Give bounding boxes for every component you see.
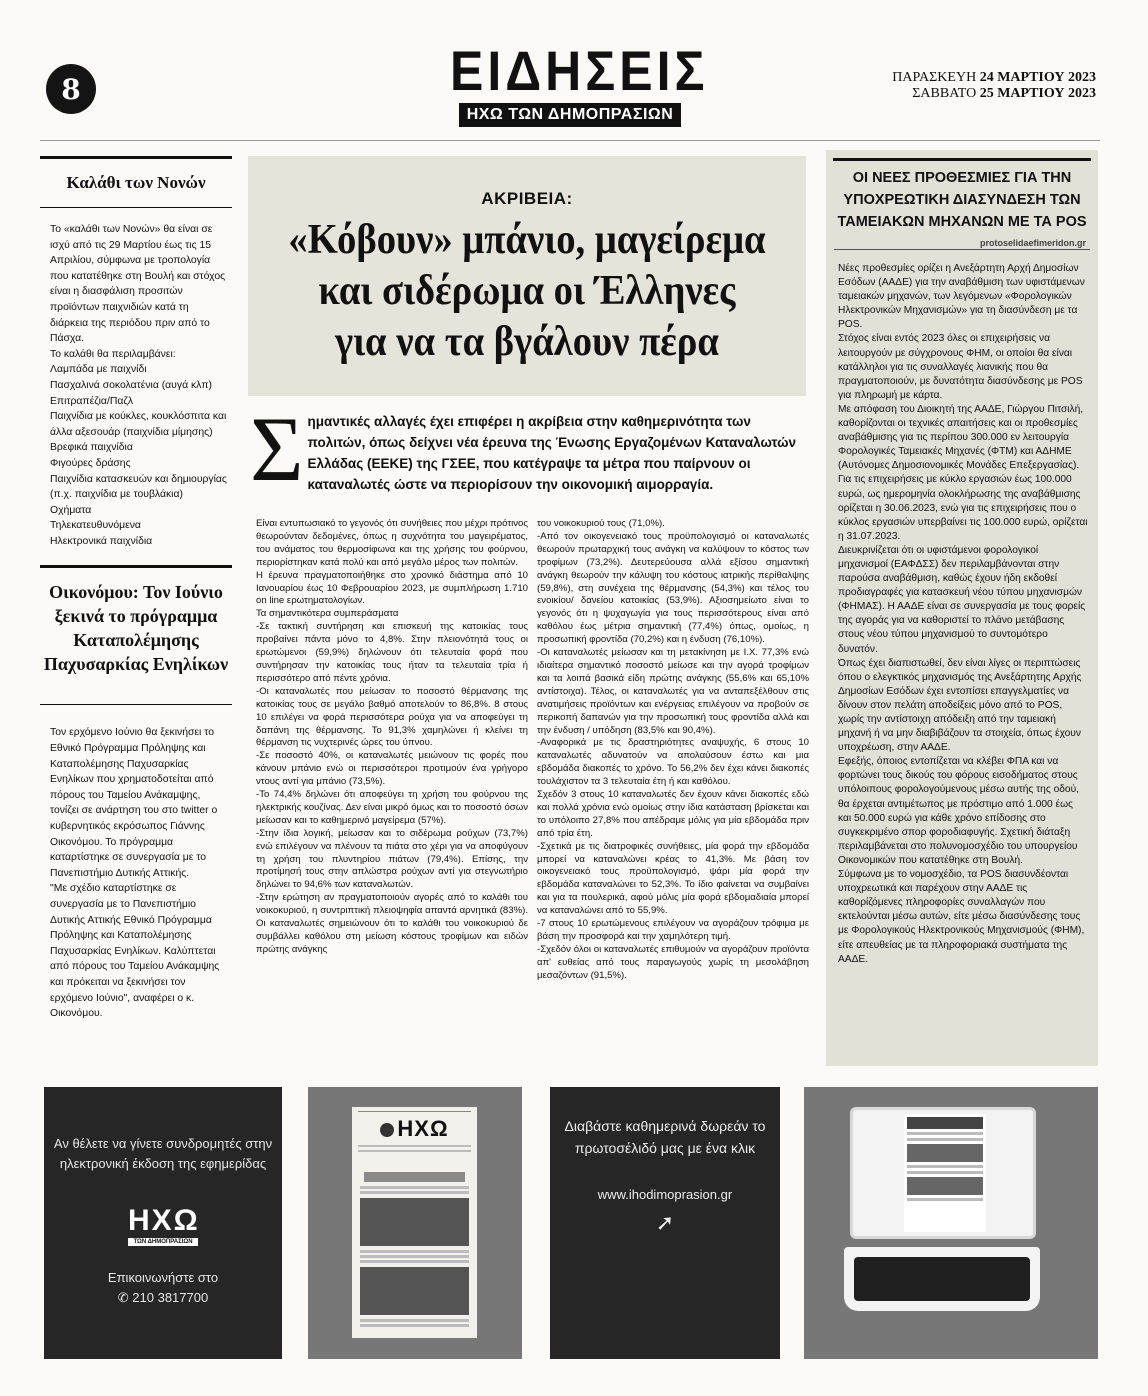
paper-rule xyxy=(358,1145,471,1147)
oikonomou-title: Οικονόμου: Τον Ιούνιο ξεκινά το πρόγραμμα Καταπολέμησης Παχυσαρκίας Ενηλίκων xyxy=(40,565,232,705)
article-paragraph: Σχεδόν 3 στους 10 καταναλωτές δεν έχουν κάνει διακοπές εδώ και πολλά χρόνια ενώ ομοίως στην ίδια κατάσταση βρίσκεται και το υπόλοιπο 27,8% που απέδραμε μόλις για μία εβδομάδα πριν από τρία έτη. xyxy=(537,789,809,839)
right-paragraph: Διευκρινίζεται ότι οι υφιστάμενοι φορολογικοί μηχανισμοί (ΕΑΦΔΣΣ) δεν περιλαμβάνονται στην παρούσα αναβάθμιση, καθώς έχουν ήδη εκδοθεί προδιαγραφές για κατασκευή νέου τύπου μηχανισμών (ΦΗΜΑΣ). Η ΑΑΔΕ είναι σε συνεργασία με τους φορείς της αγοράς για να καθοριστεί το πλάνο μετάβασης στους νέου τύπου μηχανισμού το συντομότερο δυνατόν. xyxy=(838,544,1086,655)
subscribe-text: Αν θέλετε να γίνετε συνδρομητές στην ηλεκτρονική έκδοση της εφημερίδας xyxy=(53,1136,273,1171)
section-title: ΕΙΔΗΣΕΙΣ xyxy=(450,39,709,103)
article-paragraph: -Στην ερώτηση αν πραγματοποιούν αγορές από το καλάθι του νοικοκυριού, η συντριπτική πλειοψηφία απαντά αρνητικά (83%). Οι καταναλωτές σημειώνουν ότι το καλάθι του νοικοκυριού δε συμβάλλει καθόλου στη μείωση κόστους τροφίμων και ειδών πρώτης ανάγκης xyxy=(256,892,528,955)
paper-text-line xyxy=(360,1324,469,1327)
article-paragraph: του νοικοκυριού τους (71,0%). xyxy=(537,518,665,529)
article-paragraph: -Στην ίδια λογική, μείωσαν και το σιδέρωμα ρούχων (73,7%) ενώ επιλέγουν να πλένουν τα πιάτα στο χέρι για να αποφύγουν τη χρήση του πλυντηρίου πιάτων (79,4%). Επίσης, την προτίμησή τους στην απλώστρα ρούχων αντί για στεγνωτήριο δηλώνει το 94,6% των καταναλωτών. xyxy=(256,827,528,891)
paper-rule xyxy=(358,1150,471,1152)
article-paragraph: -Το 74,4% δηλώνει ότι αποφεύγει τη χρήση του φούρνου της ηλεκτρικής κουζίνας. Δεν είναι μικρό όμως και το ποσοστό όσων μείωσαν και το καθημερινό μαγείρεμα (57%). xyxy=(256,789,528,826)
paper-badge-icon xyxy=(380,1123,394,1137)
screen-photo xyxy=(907,1177,983,1195)
read-online-text: Διαβάστε καθημερινά δωρεάν το πρωτοσέλιδό μας με ένα κλικ xyxy=(564,1118,766,1156)
website-link[interactable]: www.ihodimoprasion.gr xyxy=(597,1187,733,1202)
right-paragraph: Νέες προθεσμίες ορίζει η Ανεξάρτητη Αρχή Δημοσίων Εσόδων (ΑΑΔΕ) για την αναβάθμιση των υφιστάμενων ταμειακών μηχανών, των λεγόμενων «Φορολογικών Ηλεκτρονικών Μηχανισμών» για τη διασύνδεση με τα POS. xyxy=(838,263,1085,331)
right-paragraph: Στόχος είναι εντός 2023 όλες οι επιχειρήσεις να λειτουργούν με σύγχρονους ΦΗΜ, οι οποίοι θα είναι κατάλληλοι για τις συναλλαγές λιανικής που θα πραγματοποιούν, με δυνατότητα διασύνδεσης με POS για πληρωμή με κάρτα. xyxy=(838,333,1083,401)
right-paragraph: Για τις επιχειρήσεις με κύκλο εργασιών έως 100.000 ευρώ, ως ημερομηνία ολοκλήρωσης της αναβάθμισης ορίζεται η 30.06.2023, ενώ για τις επιχειρήσεις που ο κύκλος εργασιών υπερβαίνει τις 100.000 ευρώ, ορίζεται η 31.07.2023. xyxy=(838,474,1088,542)
paper-photo xyxy=(360,1267,469,1315)
paper-text-line xyxy=(360,1250,469,1253)
paper-headline-block xyxy=(364,1172,465,1182)
screen-text-line xyxy=(907,1165,983,1168)
drop-cap: Σ xyxy=(250,398,304,500)
right-column xyxy=(826,150,1098,1066)
kalathi-item: Τηλεκατευθυνόμενα xyxy=(50,520,141,532)
date-2: 25 ΜΑΡΤΙΟΥ 2023 xyxy=(979,86,1096,101)
kalathi-title: Καλάθι των Νονών xyxy=(40,156,232,208)
kalathi-paragraph: Το «καλάθι των Νονών» θα είναι σε ισχύ από τις 29 Μαρτίου έως τις 15 Απριλίου, σύμφωνα με τροπολογία που κατατέθηκε στη Βουλή και στόχος είναι η διασφάλιση προσιτών προϊόντων παιχνιδιών κατά τη διάρκεια της περιόδου πριν από το Πάσχα. xyxy=(50,224,226,345)
kalathi-item: Βρεφικά παιχνίδια xyxy=(50,442,133,454)
screen-photo xyxy=(907,1144,983,1162)
oikonomou-paragraph: "Με σχέδιο καταρτίστηκε σε συνεργασία με το Πανεπιστήμιο Δυτικής Αττικής Εθνικό Πρόγραμμα Πρόληψης και Καταπολέμησης Παχυσαρκίας Ενηλίκων. Καλύπτεται από πόρους του Ταμείου Ανάκαμψης και πρόκειται να ξεκινήσει τον ερχόμενο Ιούνιο", αναφέρει ο κ. Οικονόμου. xyxy=(50,883,220,1020)
contact-block xyxy=(44,1268,282,1308)
section-masthead xyxy=(450,39,709,127)
laptop-keyboard-pad xyxy=(854,1257,1030,1301)
article-paragraph: -Σχετικά με τις διατροφικές συνήθειες, μία φορά την εβδομάδα μπορεί να καταναλώνει κρέας το 41,3%. Με βάση τον οικογενειακό τους προϋπολογισμό, ψάρι μία φορά την εβδομάδα καταναλώνει το 52,3%. Το ίδιο φαίνεται να συμβαίνει και για τα πουλερικά, αφού μόλις μία φορά εβδομαδιαία μπορεί να καταναλώνει από το 55,9%. xyxy=(537,840,809,917)
watermark: protoselidaefimeridon.gr xyxy=(979,238,1086,248)
kalathi-item: Πασχαλινά σοκολατένια (αυγά κλπ) xyxy=(50,379,212,391)
date-1: 24 ΜΑΡΤΙΟΥ 2023 xyxy=(979,70,1096,85)
right-paragraph: Όπως έχει διαπιστωθεί, δεν είναι λίγες οι περιπτώσεις όπου ο ελεγκτικός μηχανισμός της Ανεξάρτητης Αρχής Δημοσίων Εσόδων έχει εντοπίσει επαγγελματίες να δίνουν στον πελάτη αποδείξεις μόνο από το POS, χωρίς την αντίστοιχη απόδειξη από την ταμειακή μηχανή ή να μην διαβιβάζουν τα στοιχεία, όπως έχουν υποχρέωση, στην ΑΑΔΕ. xyxy=(838,657,1082,754)
right-text xyxy=(826,250,1098,967)
article-paragraph: -Σχεδόν όλοι οι καταναλωτές επιθυμούν να αγοράζουν προϊόντα απ' ευθείας από τους παραγωγούς χωρίς τη μεσολάβηση μεσαζόντων (91,5%). xyxy=(537,943,809,981)
right-paragraph: Σύμφωνα με το νομοσχέδιο, τα POS διασυνδέονται υποχρεωτικά και παρέχουν στην ΑΑΔΕ τις καθορίζόμενες πληροφορίες συναλλαγών που εκτελούνται μέσω αυτών, είτε μέσω διασύνδεσης τους με Φορολογικούς Ηλεκτρονικούς Μηχανισμούς (ΦΗΜ), είτε απευθείας με τα πληροφοριακά συστήματα της ΑΑΔΕ. xyxy=(838,869,1085,965)
page-number: 8 xyxy=(46,64,96,114)
date-block xyxy=(892,70,1096,102)
logo-text: ΗΧΩ xyxy=(128,1204,200,1237)
kalathi-item: Φιγούρες δράσης xyxy=(50,457,131,469)
paper-text-line xyxy=(360,1191,469,1194)
right-paragraph: Εφεξής, όποιος εντοπίζεται να κλέβει ΦΠΑ και να φορτώνει τους δικούς του φόρους εισοδήματος στους υπόλοιπους φορολογούμενους μέσω αυτής της οδού, θα έρχεται αντιμέτωπος με πρόστιμο από 1.000 έως και 50.000 ευρώ για κάθε χρόνο επίδοσης στο συγκεκριμένο σπορ φοροδιαφυγής. Σχετική διάταξη περιλαμβάνεται στο πολυνομοσχέδιο του υπουργείου Οικονομικών που κατατέθηκε στη Βουλή. xyxy=(838,756,1079,866)
paper-photo xyxy=(360,1198,469,1246)
headline-line: και σιδέρωμα οι Έλληνες xyxy=(318,268,736,314)
contact-label: Επικοινωνήστε στο xyxy=(107,1270,219,1285)
article-paragraph: -Αναφορικά με τις δραστηριότητες αναψυχής, 6 στους 10 καταναλωτές αδυνατούν να απολαύσουν έστω και μια εβδομάδα διακοπές το χρόνο. Το 56,2% δεν έχει κάνει διακοπές τουλάχιστον τα 3 τελευταία έτη ή και καθόλου. xyxy=(537,737,809,788)
article-paragraph: -Σε τακτική συντήρηση και επισκευή της κατοικίας τους προβαίνει πάντα μόνο το 4,8%. Στην πλειονότητά τους οι ερωτώμενοι (59,9%) δηλώνουν ότι τελευταία φορά που συντήρησαν την κατοικίας τους ήταν τα τελευταία τρία ή περισσότερο από πέντε χρόνια. xyxy=(256,621,528,684)
paper-text-line xyxy=(360,1255,469,1258)
oikonomou-text xyxy=(40,725,232,1021)
article-column-1 xyxy=(256,518,528,957)
footer-ads xyxy=(44,1087,1098,1359)
front-page-image-ad xyxy=(308,1087,522,1359)
right-title: ΟΙ ΝΕΕΣ ΠΡΟΘΕΣΜΙΕΣ ΓΙΑ ΤΗΝ ΥΠΟΧΡΕΩΤΙΚΗ ΔΙΑΣΥΝΔΕΣΗ ΤΩΝ ΤΑΜΕΙΑΚΩΝ ΜΗΧΑΝΩΝ ΜΕ ΤΑ POS xyxy=(833,158,1091,233)
paper-text-line xyxy=(360,1260,469,1263)
kalathi-item: Οχήματα xyxy=(50,504,92,516)
paper-brand-text: ΗΧΩ xyxy=(397,1116,449,1141)
headline-line: «Κόβουν» μπάνιο, μαγείρεμα xyxy=(288,217,766,263)
cursor-icon: ➚ xyxy=(655,1210,675,1235)
kalathi-item: Επιτραπέζια/Παζλ xyxy=(50,395,134,407)
paper-brand xyxy=(352,1116,477,1142)
kalathi-item: Λαμπάδα με παιχνίδι xyxy=(50,364,147,376)
screen-text-line xyxy=(907,1171,983,1174)
kalathi-item: Ηλεκτρονικά παιχνίδια xyxy=(50,535,153,547)
date-day-1: ΠΑΡΑΣΚΕΥΗ xyxy=(892,70,977,85)
article-paragraph: -Οι καταναλωτές μείωσαν και τη μετακίνηση με Ι.Χ. 77,3% ενώ ιδιαίτερα σημαντικό ποσοστό μείωσε και την αγορά τροφίμων και τα λοιπά βασικά είδη πρώτης ανάγκης (55,6% και 65,10% αντίστοιχα). Τέλος, οι καταναλωτές για να ανταπεξέλθουν στις ανατιμήσεις προϊόντων και ενέργειας επιλέγουν να προβούν σε περικοπή δαπανών για την προσωπική τους φροντίδα αλλά και την ένδυση / υπόδηση (83,5% και 90,4%). xyxy=(537,647,809,736)
kalathi-item: Παιχνίδια με κούκλες, κουκλόσπιτα και άλλα αξεσουάρ (παιχνίδια μίμησης) xyxy=(50,411,227,438)
screen-text-line xyxy=(907,1132,983,1135)
date-day-2: ΣΑΒΒΑΤΟ xyxy=(912,86,977,101)
phone-number[interactable] xyxy=(44,1288,282,1308)
headline-line: για να τα βγάλουν πέρα xyxy=(334,319,720,365)
article-paragraph: Είναι εντυπωσιακό το γεγονός ότι συνήθειες που μέχρι πρότινος θεωρούνταν δεδομένες, όπως η συχνότητα του μαγειρέματος, του ανάματος του θερμοσίφωνα και της χρήσης του φούρνου, περιορίστηκαν κατά πολύ και από μεγάλο μέρος των πολιτών. xyxy=(256,518,528,568)
article-lead xyxy=(250,398,806,500)
article-headline xyxy=(270,215,783,368)
logo-subtext: ΤΩΝ ΔΗΜΟΠΡΑΣΙΩΝ xyxy=(128,1238,198,1246)
paper-top-rule xyxy=(358,1111,471,1112)
paper-text-line xyxy=(360,1319,469,1322)
phone-text: 210 3817700 xyxy=(132,1290,209,1305)
screen-header-block xyxy=(907,1117,983,1129)
laptop-screen-content xyxy=(904,1114,986,1232)
article-column-2 xyxy=(537,518,809,983)
read-online-ad[interactable] xyxy=(550,1087,780,1359)
kalathi-text xyxy=(40,222,232,549)
newspaper-front-page-image xyxy=(352,1107,477,1338)
headline-box xyxy=(248,156,806,396)
left-column xyxy=(40,156,232,1022)
subscribe-ad[interactable] xyxy=(44,1087,282,1359)
kalathi-paragraph: Το καλάθι θα περιλαμβάνει: xyxy=(50,348,176,360)
laptop-image-ad xyxy=(804,1087,1098,1359)
article-paragraph: Η έρευνα πραγματοποιήθηκε στο χρονικό διάστημα από 10 Ιανουαρίου έως 10 Φεβρουαρίου 2023, με συμπλήρωση 1.710 on line ερωτηματολογίων. xyxy=(256,569,528,607)
kalathi-item: Παιχνίδια κατασκευών και δημιουργίας (π.χ. παιχνίδια με τουβλάκια) xyxy=(50,473,227,501)
paper-text-line xyxy=(360,1186,469,1189)
screen-text-line xyxy=(907,1138,983,1141)
article-paragraph: -Από τον οικογενειακό τους προϋπολογισμό οι καταναλωτές θεωρούν πρωταρχική τους ανάγκη να καλύψουν το κόστος των τροφίμων (73,2%). Δευτερεύουσα αλλά εξίσου σημαντική ανάγκη θεωρούν την κάλυψη του κόστους ιατρικής περίθαλψης (59,8%), στη συνέχεια της θέρμανσης (54,3%) και τέλος του ενοικίου/ δανείου κατοικίας (53,9%). Αξιοσημείωτο είναι το γεγονός ότι η ψυχαγωγία για τους περισσότερους είναι από καθόλου έως μέτρια σημαντική (77,4%) όπως, ομοίως, η προσωπική φροντίδα (70,2%) και η ένδυση (76,10%). xyxy=(537,530,809,646)
right-paragraph: Με απόφαση του Διοικητή της ΑΑΔΕ, Γιώργου Πιτσιλή, καθορίζονται οι τεχνικές απαιτήσεις και οι προθεσμίες αναβάθμισης για τις περίπου 300.000 εν λειτουργία Φορολογικές Ταμειακές Μηχανές (ΦΤΜ) και ΑΔΗΜΕ (Αυτόνομες Δημοσιονομικές Μονάδες Επεξεργασίας). xyxy=(838,403,1084,472)
article-paragraph: -Οι καταναλωτές που μείωσαν το ποσοστό θέρμανσης της κατοικίας τους σε μεγάλο βαθμό αποτελούν το 86,8%. 8 στους 10 επιλέγει να φορά περισσότερα ρούχα για να αποφεύγει τη δαπάνη της θέρμανσης. Το 91,3% χαμηλώνει ή κλείνει τη θέρμανση τις νυχτερινές ώρες του ύπνου. xyxy=(256,685,528,749)
lead-text: ημαντικές αλλαγές έχει επιφέρει η ακρίβεια στην καθημερινότητα των πολιτών, όπως δείχνει νέα έρευνα της Ένωσης Εργαζομένων Καταναλωτών Ελλάδας (ΕΕΚΕ) της ΓΣΕΕ, που κατέγραψε τα μέτρα που παίρνουν οι καταναλωτές ώστε να περιορίσουν την οικονομική αιμορραγία. xyxy=(307,414,797,492)
header-divider xyxy=(40,140,1100,141)
oikonomou-paragraph: Τον ερχόμενο Ιούνιο θα ξεκινήσει το Εθνικό Πρόγραμμα Πρόληψης και Καταπολέμησης Παχυσαρκίας Ενηλίκων που χρηματοδοτείται από πόρους του Ταμείου Ανάκαμψης, τονίζει σε ανάρτηση του στο twitter ο κυβερνητικός εκρόσωπος Γιάννης Οικονόμου. Το πρόγραμμα καταρτίστηκε σε συνεργασία με το Πανεπιστήμιο Δυτικής Αττικής. xyxy=(50,727,218,879)
article-subhead: Τα σημαντικότερα συμπεράσματα xyxy=(256,608,399,620)
article-paragraph: -7 στους 10 ερωτώμενους επιλέγουν να αγοράζουν τρόφιμα με βάση την προσφορά και την χαμηλότερη τιμή. xyxy=(537,918,809,942)
article-paragraph: -Σε ποσοστό 40%, οι καταναλωτές μειώνουν τις φορές που κάνουν μπάνιο ενώ οι περισσότεροι προτιμούν ένα γρήγορο ντους αντί για μπάνιο (73,5%). xyxy=(256,750,528,788)
laptop-screen-icon xyxy=(850,1107,1036,1239)
laptop-keyboard-icon xyxy=(844,1247,1040,1311)
newspaper-logo xyxy=(128,1206,198,1246)
screen-text-line xyxy=(907,1198,983,1201)
article-kicker: ΑΚΡΙΒΕΙΑ: xyxy=(481,189,573,208)
section-subtitle: ΗΧΩ ΤΩΝ ΔΗΜΟΠΡΑΣΙΩΝ xyxy=(459,103,681,127)
phone-icon: ✆ xyxy=(117,1290,133,1305)
